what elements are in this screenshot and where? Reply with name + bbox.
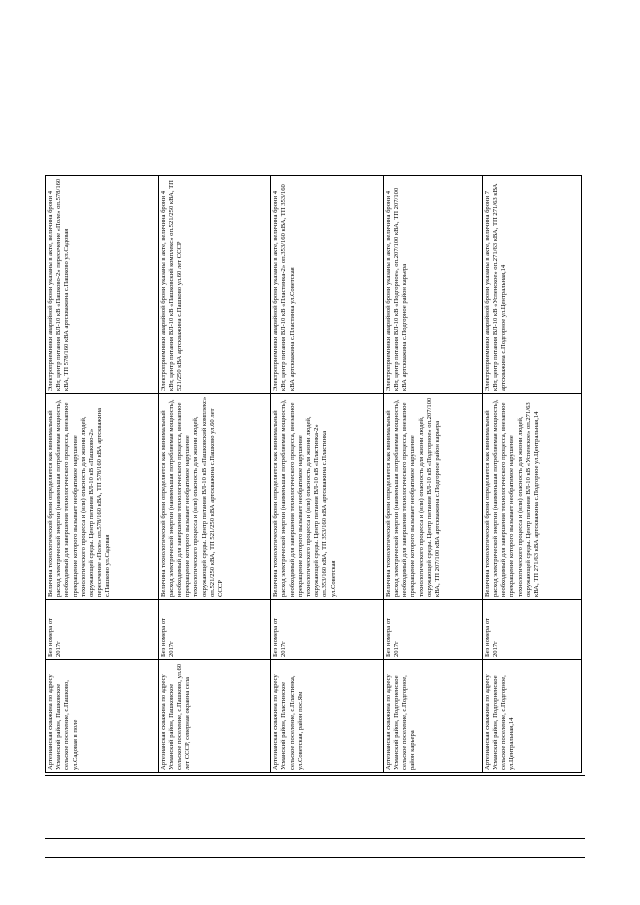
- horizontal-rule: [45, 838, 585, 839]
- note-cell: Электроприемники аварийной брони указаны в акте, величина брони 4 кВт, центр питания ВЛ-10 кВ «Подгорное», оп.207/100 кВА, ТП 207/100 кВА артскважина с.Подгорное район карьера: [383, 176, 482, 394]
- note-cell: Электроприемники аварийной брони указаны в акте, величина брони 4 кВт, центр питания ВЛ-10 кВ «Пашково-2» пересечение «Поле» оп.578/160 кВА, ТП 578/160 кВА артскважина с.Пашково ул.Садовая: [46, 176, 159, 394]
- term-cell: Без номера от 2017г: [482, 600, 581, 660]
- requirement-cell: Величина технологической брони определяется как минимальный расход электрической энергии (наименьшая потребляемая мощность), необходимый для завершения технологического процесса, внезапное прекращение которого вызывает необратимое нарушение технологического процесса и (или) опасность для жизни людей, окружающей среды. Центр питания ВЛ-10 кВ «Пашково-2» пересечение «Поле» оп.578/160 кВА, ТП 578/160 кВА артскважина с.Пашково ул.Садовая: [46, 394, 159, 600]
- table-row: [482, 176, 581, 773]
- term-cell: Без номера от 2017г: [271, 600, 384, 660]
- requirement-cell: Величина технологической брони определяется как минимальный расход электрической энергии (наименьшая потребляемая мощность), необходимый для завершения технологического процесса, внезапное прекращение которого вызывает необратимое нарушение технологического процесса и (или) опасность для жизни людей, окружающей среды. Центр питания ВЛ-10 кВ «Пластинка-2» оп.353/160 кВА, ТП 353/160 кВА артскважина с.Пластинка ул.Советская: [271, 394, 384, 600]
- note-cell: Электроприемники аварийной брони указаны в акте, величина брони 4 кВт, центр питания ВЛ-10 кВ «Пашковский комплекс» оп.521/250 кВА, ТП 521/250 кВА артскважина с.Пашково ул.60 лет СССР: [158, 176, 271, 394]
- horizontal-rule: [45, 775, 585, 776]
- requirement-cell: Величина технологической брони определяется как минимальный расход электрической энергии (наименьшая потребляемая мощность), необходимый для завершения технологического процесса, внезапное прекращение которого вызывает необратимое нарушение технологического процесса и (или) опасность для жизни людей, окружающей среды. Центр питания ВЛ-10 кВ «Подгорное» оп.207/100 кВА, ТП 207/100 кВА артскважина с.Подгорное район карьера: [383, 394, 482, 600]
- object-cell: Артезианская скважина по адресу Усманский район, Пашковское сельское поселение, с.Пашково, ул.Садовая в поле: [46, 660, 159, 773]
- table-row: [158, 176, 271, 773]
- table-row: [271, 176, 384, 773]
- table-row: [383, 176, 482, 773]
- horizontal-rule: [45, 857, 585, 858]
- rotated-table-container: [45, 176, 582, 773]
- term-cell: Без номера от 2017г: [46, 600, 159, 660]
- requirement-cell: Величина технологической брони определяется как минимальный расход электрической энергии (наименьшая потребляемая мощность), необходимый для завершения технологического процесса, внезапное прекращение которого вызывает необратимое нарушение технологического процесса и (или) опасность для жизни людей, окружающей среды. Центр питания ВЛ-10 кВ «Успенское» оп.271/63 кВА, ТП 271/63 кВА артскважина с.Подгорное ул.Центральная,14: [482, 394, 581, 600]
- reservation-table: [45, 175, 582, 773]
- requirement-cell: Величина технологической брони определяется как минимальный расход электрической энергии (наименьшая потребляемая мощность), необходимый для завершения технологического процесса, внезапное прекращение которого вызывает необратимое нарушение технологического процесса и (или) опасность для жизни людей, окружающей среды. Центр питания ВЛ-10 кВ «Пашковский комплекс» оп.521/250 кВА, ТП 521/250 кВА артскважина с.Пашково ул.60 лет СССР: [158, 394, 271, 600]
- term-cell: Без номера от 2017г: [158, 600, 271, 660]
- note-cell: Электроприемники аварийной брони указаны в акте, величина брони 7 кВт, центр питания ВЛ-10 кВ «Успенское» оп.271/63 кВА, ТП 271/63 кВА артскважина с.Подгорное ул.Центральная,14: [482, 176, 581, 394]
- note-cell: Электроприемники аварийной брони указаны в акте, величина брони 4 кВт, центр питания ВЛ-10 кВ «Пластинка-2» оп.353/160 кВА, ТП 353/160 кВА артскважина с.Пластинка ул.Советская: [271, 176, 384, 394]
- object-cell: Артезианская скважина по адресу Усманский район, Подгорненское сельское поселение, с.Подгорное, ул.Центральная,14: [482, 660, 581, 773]
- table-row: [46, 176, 159, 773]
- object-cell: Артезианская скважина по адресу Усманский район, Подгорненское сельское поселение, с.Подгорное, район карьера: [383, 660, 482, 773]
- term-cell: Без номера от 2017г: [383, 600, 482, 660]
- object-cell: Артезианская скважина по адресу Усманский район, Пластинское сельское поселение, с.Пластинка, ул.Советская, район пос.Ям: [271, 660, 384, 773]
- object-cell: Артезианская скважина по адресу Усманский район, Пашковское сельское поселение, с.Пашково, ул.60 лет СССР, северная окраина села: [158, 660, 271, 773]
